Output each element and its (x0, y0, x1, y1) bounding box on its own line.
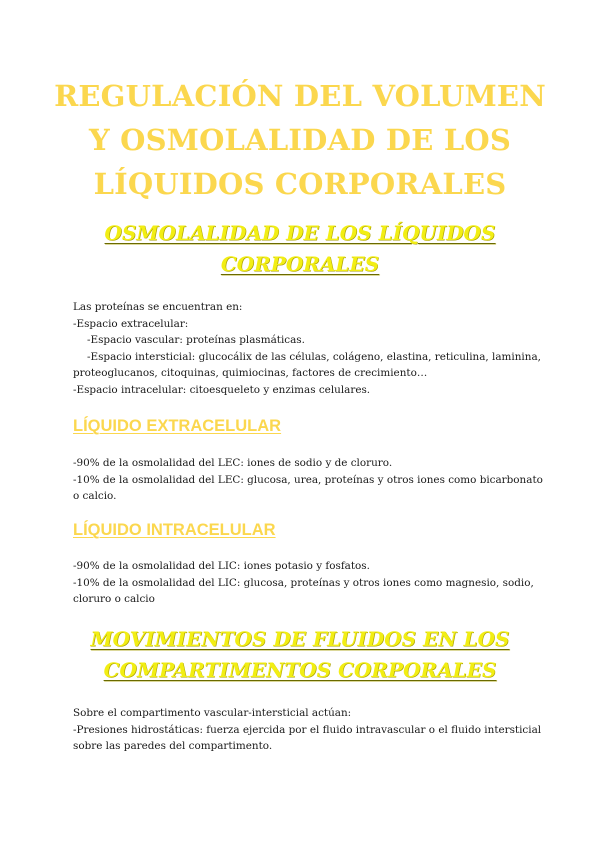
text-line: -90% de la osmolalidad del LEC: iones de sodio y de cloruro. (73, 457, 393, 469)
section-heading-intracelular: LÍQUIDO INTRACELULAR (73, 521, 276, 539)
text-line: o calcio. (73, 490, 117, 503)
section-heading-line: COMPARTIMENTOS CORPORALES (103, 658, 497, 682)
paragraph-lic (73, 558, 543, 608)
section-heading-line: MOVIMIENTOS DE FLUIDOS EN LOS (90, 627, 510, 651)
section-heading-osmolalidad (70, 218, 530, 280)
paragraph-proteinas (73, 299, 543, 399)
section-heading-line: OSMOLALIDAD DE LOS LÍQUIDOS (104, 221, 496, 245)
text-line: -90% de la osmolalidad del LIC: iones potasio y fosfatos. (73, 560, 370, 572)
text-line: -10% de la osmolalidad del LIC: glucosa, proteínas y otros iones como magnesio, sodio, (73, 576, 534, 589)
text-line: -Espacio intersticial: glucocálix de las células, colágeno, elastina, reticulina, laminina, (87, 350, 541, 363)
paragraph-movimientos (73, 705, 543, 755)
text-line: -Espacio extracelular: (73, 317, 189, 330)
text-line: Las proteínas se encuentran en: (73, 301, 243, 313)
section-heading-movimientos (60, 624, 540, 686)
paragraph-lec (73, 455, 543, 505)
document-title-line: LÍQUIDOS CORPORALES (93, 167, 507, 201)
text-line: sobre las paredes del compartimento. (73, 740, 273, 753)
text-line: -10% de la osmolalidad del LEC: glucosa, urea, proteínas y otros iones como bicarbonato (73, 473, 543, 486)
text-line: Sobre el compartimento vascular-intersticial actúan: (73, 707, 352, 719)
text-line: -Espacio vascular: proteínas plasmáticas. (87, 334, 305, 347)
section-heading-extracelular: LÍQUIDO EXTRACELULAR (73, 417, 282, 435)
section-heading-line: CORPORALES (220, 252, 380, 276)
document-title (40, 74, 560, 206)
document-title-line: REGULACIÓN DEL VOLUMEN (54, 79, 546, 113)
text-line: proteoglucanos, citoquinas, quimiocinas, factores de crecimiento… (73, 367, 428, 380)
text-line: cloruro o calcio (73, 593, 155, 606)
text-line: -Espacio intracelular: citoesqueleto y enzimas celulares. (73, 383, 371, 396)
text-line: -Presiones hidrostáticas: fuerza ejercida por el fluido intravascular o el fluido intersticial (73, 723, 542, 736)
document-title-line: Y OSMOLALIDAD DE LOS (88, 123, 512, 157)
